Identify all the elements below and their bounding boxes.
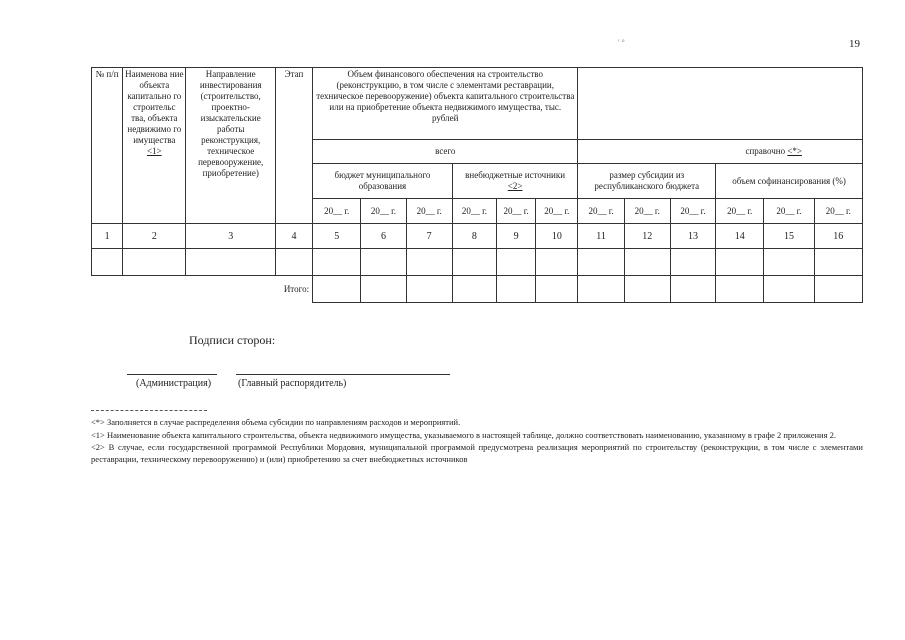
column-number: 3 [186, 224, 275, 249]
footnote-2: <2> В случае, если государственной программой Республики Мордовия, муниципальной программой предусмотрена реализация мероприятий по строительству (реконструкции, в том числе с элементами реставрации, техническому перевооружению) и (или) приобретению за счет внебюджетных источников [91, 442, 863, 464]
signature-line-admin [127, 374, 217, 375]
header-blank [578, 68, 863, 140]
year-cell: 20__ г. [624, 199, 670, 224]
column-number: 5 [313, 224, 361, 249]
column-number: 15 [764, 224, 814, 249]
header-object-name: Наименова ние объекта капитально го строительс тва, объекта недвижимо го имущества <1> [123, 68, 186, 224]
total-row [92, 276, 863, 303]
signature-label-admin: (Администрация) [136, 378, 212, 389]
column-number: 4 [275, 224, 312, 249]
year-cell: 20__ г. [814, 199, 862, 224]
total-label: Итого: [92, 276, 313, 303]
year-cell: 20__ г. [406, 199, 452, 224]
column-number: 14 [716, 224, 764, 249]
footnotes [91, 417, 863, 466]
year-cell: 20__ г. [452, 199, 496, 224]
top-mark: ' ° [618, 38, 625, 47]
footnote-1: <1> Наименование объекта капитального строительства, объекта недвижимого имущества, указываемого в настоящей таблице, должно соответствовать наименованию, указанному в графе 2 приложения 2. [91, 429, 837, 440]
year-cell: 20__ г. [536, 199, 578, 224]
footnote-separator [91, 410, 207, 411]
footnote-ref-star: <*> [787, 146, 802, 156]
column-number: 13 [670, 224, 715, 249]
header-municipal-budget: бюджет муниципального образования [313, 164, 453, 199]
page-number: 19 [849, 38, 860, 50]
header-cofinancing: объем софинансирования (%) [716, 164, 863, 199]
table-row [92, 249, 863, 276]
column-number: 11 [578, 224, 624, 249]
year-cell: 20__ г. [764, 199, 814, 224]
column-number: 9 [497, 224, 536, 249]
header-reference: справочно <*> [578, 140, 863, 164]
column-number: 12 [624, 224, 670, 249]
year-cell: 20__ г. [313, 199, 361, 224]
year-cell: 20__ г. [497, 199, 536, 224]
year-cell: 20__ г. [716, 199, 764, 224]
column-number: 8 [452, 224, 496, 249]
year-cell: 20__ г. [361, 199, 406, 224]
column-number: 10 [536, 224, 578, 249]
header-subsidy: размер субсидии из республиканского бюджета [578, 164, 716, 199]
column-number: 2 [123, 224, 186, 249]
signature-line-manager [236, 374, 450, 375]
financing-table [91, 67, 863, 303]
signature-label-manager: (Главный распорядитель) [238, 378, 347, 389]
footnote-star: <*> Заполняется в случае распределения объема субсидии по направлениям расходов и мероприятий. [91, 417, 461, 427]
header-stage: Этап [275, 68, 312, 224]
header-total: всего [313, 140, 578, 164]
footnote-ref-1: <1> [146, 146, 162, 156]
year-cell: 20__ г. [670, 199, 715, 224]
column-number: 1 [92, 224, 123, 249]
header-no: № п/п [92, 68, 123, 224]
header-financing: Объем финансового обеспечения на строительство (реконструкцию, в том числе с элементами реставрации, техническое перевооружение) объекта капитального строительства или на приобретение объекта недвижимого имущества, тыс. рублей [313, 68, 578, 140]
footnote-ref-2: <2> [507, 181, 523, 191]
column-number: 6 [361, 224, 406, 249]
header-extrabudget: внебюджетные источники <2> [452, 164, 578, 199]
column-number: 16 [814, 224, 862, 249]
signatures-title: Подписи сторон: [189, 333, 276, 347]
column-number: 7 [406, 224, 452, 249]
header-direction: Направление инвестирования (строительство, проектно-изыскательские работы реконструкция, техническое перевооружение, приобретение) [186, 68, 275, 224]
year-cell: 20__ г. [578, 199, 624, 224]
